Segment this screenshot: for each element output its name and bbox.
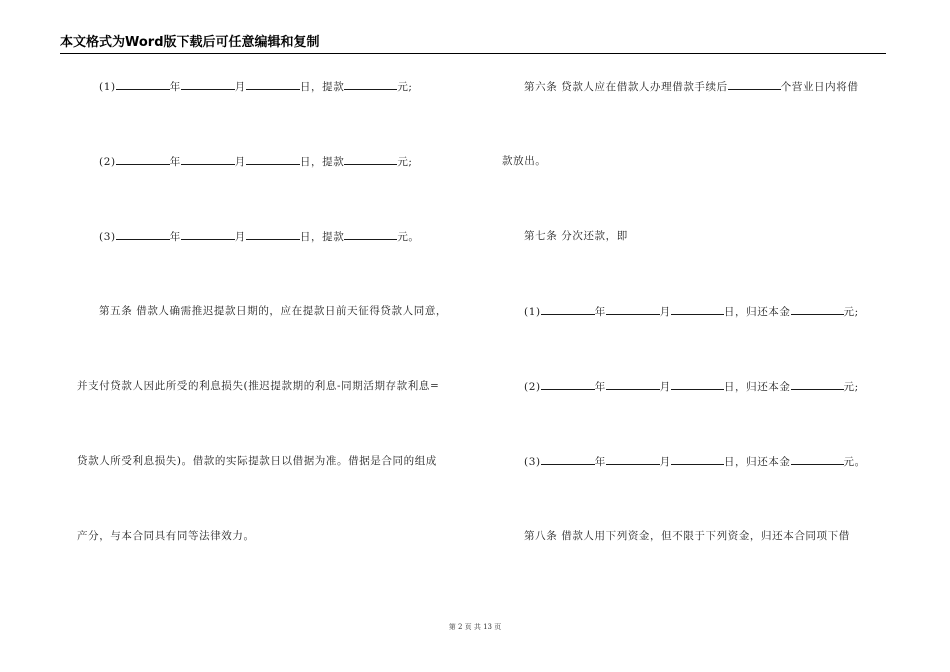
month-label: 月 <box>659 306 671 318</box>
article-7-title: 第七条 分次还款，即 <box>524 230 628 242</box>
item-number: (3) <box>524 456 541 468</box>
blank-field <box>116 79 170 90</box>
blank-field <box>791 454 844 465</box>
repayment-line-1 <box>524 304 859 318</box>
blank-field <box>181 79 235 90</box>
blank-field <box>671 454 724 465</box>
amount-suffix: 元; <box>843 381 859 393</box>
item-number: (1) <box>524 306 541 318</box>
article-8-line-1: 第八条 借款人用下列资金，但不限于下列资金，归还本合同项下借 <box>524 530 850 542</box>
blank-field <box>606 454 660 465</box>
blank-field <box>541 454 595 465</box>
blank-field <box>344 79 397 90</box>
blank-field <box>344 154 397 165</box>
blank-field <box>246 229 300 240</box>
document-header: 本文格式为Word版下载后可任意编辑和复制 <box>60 35 320 50</box>
day-label: 日，提款 <box>299 81 345 93</box>
repayment-line-3 <box>524 454 866 468</box>
blank-field <box>791 379 844 390</box>
article-6-line-1 <box>524 79 858 93</box>
item-number: (3) <box>99 231 116 243</box>
withdrawal-line-3 <box>99 229 420 243</box>
blank-field <box>606 379 660 390</box>
item-number: (1) <box>99 81 116 93</box>
blank-field <box>116 154 170 165</box>
item-number: (2) <box>524 381 541 393</box>
year-label: 年 <box>169 156 181 168</box>
year-label: 年 <box>594 381 606 393</box>
day-label: 日，提款 <box>299 156 345 168</box>
month-label: 月 <box>234 231 246 243</box>
blank-field <box>541 379 595 390</box>
amount-suffix: 元; <box>397 81 413 93</box>
day-label: 日，提款 <box>299 231 345 243</box>
day-label: 日，归还本金 <box>723 456 791 468</box>
withdrawal-line-2 <box>99 154 413 168</box>
blank-field <box>246 154 300 165</box>
article-6-text-after: 个营业日内将借 <box>780 81 859 93</box>
day-label: 日，归还本金 <box>723 306 791 318</box>
month-label: 月 <box>234 156 246 168</box>
month-label: 月 <box>659 456 671 468</box>
year-label: 年 <box>594 456 606 468</box>
amount-suffix: 元。 <box>843 456 866 468</box>
blank-field <box>728 79 781 90</box>
amount-suffix: 元; <box>397 156 413 168</box>
blank-field <box>671 304 724 315</box>
withdrawal-line-1 <box>99 79 413 93</box>
blank-field <box>541 304 595 315</box>
article-5-line-4: 产分，与本合同具有同等法律效力。 <box>77 530 255 542</box>
article-5-line-2: 并支付贷款人因此所受的利息损失(推迟提款期的利息-同期活期存款利息= <box>77 380 440 392</box>
blank-field <box>116 229 170 240</box>
blank-field <box>246 79 300 90</box>
header-rule <box>60 53 886 54</box>
year-label: 年 <box>169 81 181 93</box>
month-label: 月 <box>234 81 246 93</box>
article-6-line-2: 款放出。 <box>502 155 547 167</box>
blank-field <box>791 304 844 315</box>
year-label: 年 <box>594 306 606 318</box>
blank-field <box>671 379 724 390</box>
blank-field <box>181 229 235 240</box>
amount-suffix: 元。 <box>397 231 420 243</box>
repayment-line-2 <box>524 379 859 393</box>
page-number: 第 2 页 共 13 页 <box>448 623 502 631</box>
blank-field <box>344 229 397 240</box>
article-5-line-1: 第五条 借款人确需推迟提款日期的，应在提款日前天征得贷款人同意， <box>99 305 448 317</box>
article-5-line-3: 贷款人所受利息损失)。借款的实际提款日以借据为准。借据是合同的组成 <box>77 455 437 467</box>
blank-field <box>606 304 660 315</box>
day-label: 日，归还本金 <box>723 381 791 393</box>
year-label: 年 <box>169 231 181 243</box>
article-6-text-before: 第六条 贷款人应在借款人办理借款手续后 <box>524 81 728 93</box>
blank-field <box>181 154 235 165</box>
month-label: 月 <box>659 381 671 393</box>
amount-suffix: 元; <box>843 306 859 318</box>
item-number: (2) <box>99 156 116 168</box>
